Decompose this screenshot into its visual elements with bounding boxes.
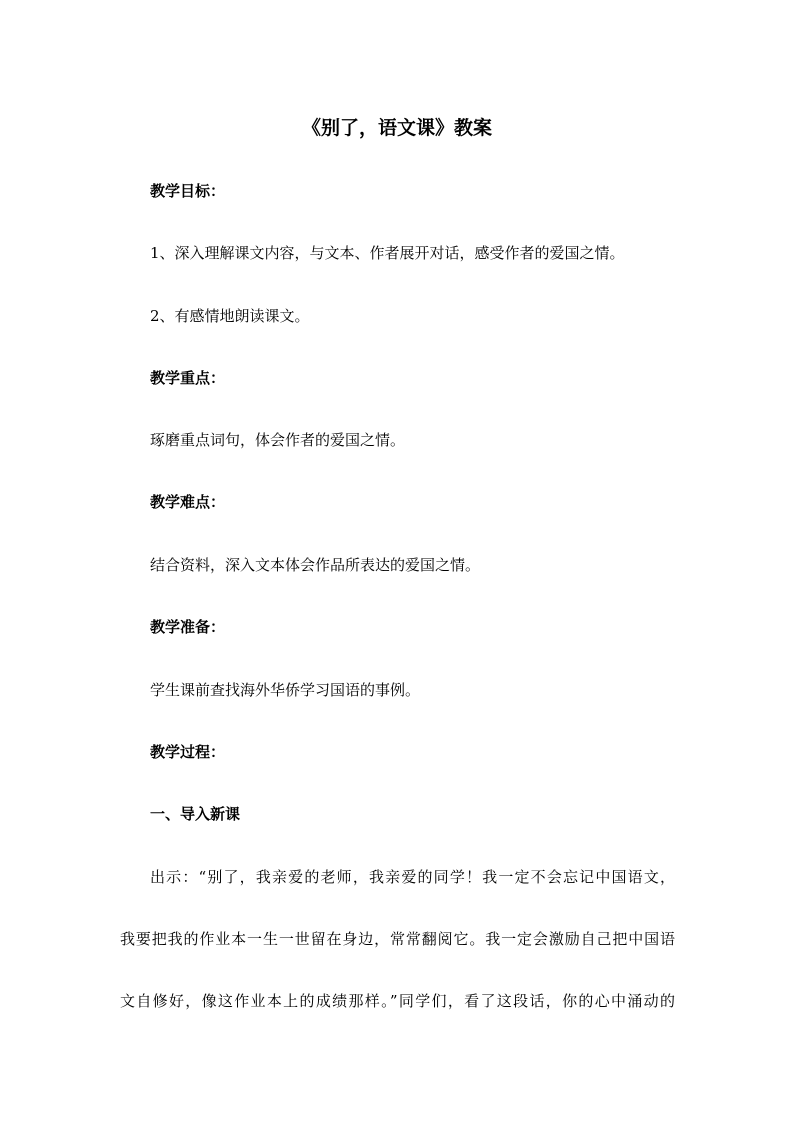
step-1-heading: 一、导入新课 <box>150 805 241 823</box>
paragraph-line: 出示：“别了，我亲爱的老师，我亲爱的同学！我一定不会忘记中国语文， <box>150 868 675 886</box>
goal-item-2: 2、有感情地朗读课文。 <box>150 307 310 325</box>
paragraph-line: 我要把我的作业本一生一世留在身边，常常翻阅它。我一定会激励自己把中国语 <box>120 930 675 948</box>
goal-item-1: 1、深入理解课文内容，与文本、作者展开对话，感受作者的爱国之情。 <box>150 244 625 262</box>
goals-heading: 教学目标： <box>150 182 226 200</box>
key-points-heading: 教学重点： <box>150 369 226 387</box>
process-heading: 教学过程： <box>150 743 226 761</box>
document-title: 《别了，语文课》教案 <box>301 117 492 139</box>
preparation-heading: 教学准备： <box>150 618 226 636</box>
paragraph-line: 文自修好，像这作业本上的成绩那样。”同学们，看了这段话，你的心中涌动的 <box>120 992 675 1010</box>
key-points-text: 琢磨重点词句，体会作者的爱国之情。 <box>150 431 406 449</box>
difficulty-heading: 教学难点： <box>150 493 226 511</box>
difficulty-text: 结合资料，深入文本体会作品所表达的爱国之情。 <box>150 556 481 574</box>
preparation-text: 学生课前查找海外华侨学习国语的事例。 <box>150 681 421 699</box>
